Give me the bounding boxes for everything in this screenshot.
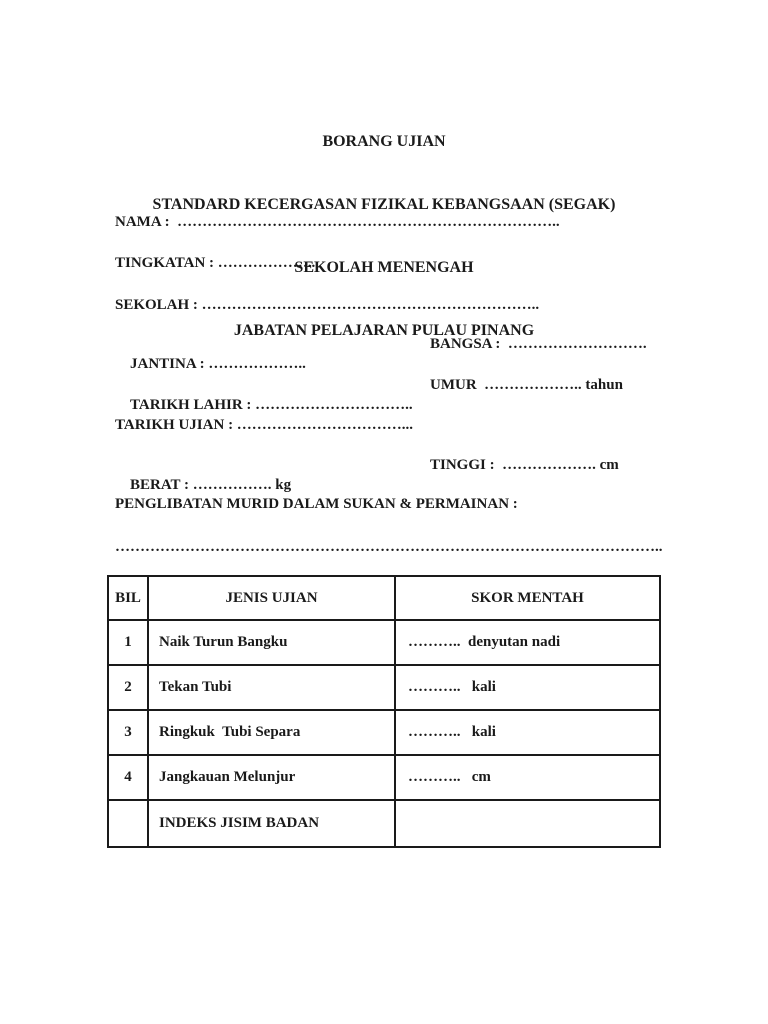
table-row-4-jenis: Jangkauan Melunjur [149, 756, 396, 801]
table-row-4-skor: ……….. cm [396, 756, 659, 801]
title-line-2: STANDARD KECERGASAN FIZIKAL KEBANGSAAN (SEGAK) [152, 196, 616, 213]
field-penglibatan-label: PENGLIBATAN MURID DALAM SUKAN & PERMAINAN : [115, 496, 518, 512]
table-row-4-bil: 4 [109, 756, 149, 801]
table-row-1-jenis: Naik Turun Bangku [149, 621, 396, 666]
field-tingkatan: TINGKATAN : ……………….. [115, 255, 316, 271]
field-umur: UMUR ……………….. tahun [430, 377, 623, 393]
field-bangsa: BANGSA : ………………………. [430, 336, 647, 352]
table-row-3-jenis: Ringkuk Tubi Separa [149, 711, 396, 756]
field-jantina: JANTINA : ……………….. [130, 356, 306, 372]
title-line-1: BORANG UJIAN [322, 133, 446, 150]
field-tinggi: TINGGI : ………………. cm [430, 457, 619, 473]
table-row-5-bil [109, 801, 149, 846]
table-row-1-bil: 1 [109, 621, 149, 666]
table-header-jenis: JENIS UJIAN [149, 577, 396, 621]
table-row-2-bil: 2 [109, 666, 149, 711]
table-row-3-skor: ……….. kali [396, 711, 659, 756]
table-header-skor: SKOR MENTAH [396, 577, 659, 621]
field-tarikh-lahir: TARIKH LAHIR : ………………………….. [130, 397, 413, 413]
score-table [107, 575, 661, 848]
field-sekolah: SEKOLAH : ………………………………………………………….. [115, 297, 540, 313]
table-row-2-skor: ……….. kali [396, 666, 659, 711]
table-row-2-jenis: Tekan Tubi [149, 666, 396, 711]
field-berat: BERAT : ……………. kg [130, 477, 292, 493]
title-line-3: SEKOLAH MENENGAH [294, 259, 474, 276]
table-row-3-bil: 3 [109, 711, 149, 756]
field-penglibatan-dotted-line: ……………………………………………………………………………………………….. [115, 539, 663, 555]
table-row-1-skor: ……….. denyutan nadi [396, 621, 659, 666]
table-row-5-jenis: INDEKS JISIM BADAN [149, 801, 396, 846]
field-nama: NAMA : ………………………………………………………………….. [115, 214, 560, 230]
table-row-5-skor [396, 801, 659, 846]
field-tarikh-ujian: TARIKH UJIAN : ……………………………... [115, 417, 414, 433]
table-header-bil: BIL [109, 577, 149, 621]
title-line-4: JABATAN PELAJARAN PULAU PINANG [233, 322, 535, 339]
